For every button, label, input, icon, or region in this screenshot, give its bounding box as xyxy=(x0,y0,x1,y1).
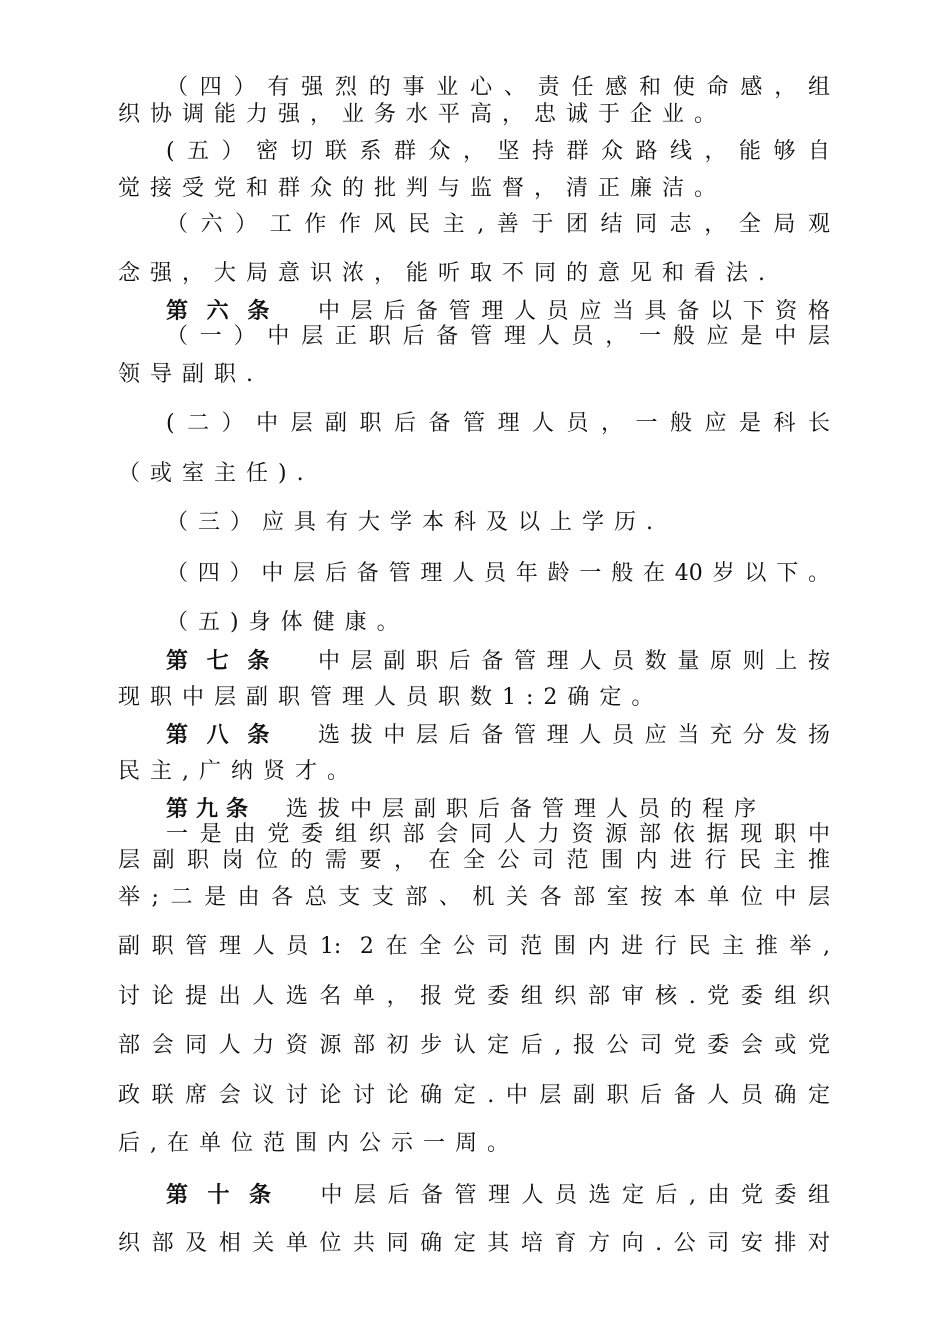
line-text: (五）密切联系群众，坚持群众路线，能够自 xyxy=(166,139,830,164)
article-heading: 第八条 xyxy=(166,722,288,748)
line-text: 一是由党委组织部会同人力资源部依据现职中 xyxy=(166,822,830,847)
line-text: （五)身体健康。 xyxy=(166,610,409,635)
text-line xyxy=(118,1230,830,1258)
text-line xyxy=(166,721,830,749)
text-line xyxy=(166,560,830,588)
line-text: 觉接受党和群众的批判与监督，清正廉洁。 xyxy=(118,176,727,201)
text-line xyxy=(118,884,830,912)
text-line xyxy=(118,460,830,488)
text-line xyxy=(118,101,830,129)
text-line xyxy=(118,933,830,961)
line-text: 举;二是由各总支支部、机关各部室按本单位中层 xyxy=(118,885,830,910)
article-heading: 第九条 xyxy=(166,796,257,822)
line-text: 织协调能力强，业务水平高，忠诚于企业。 xyxy=(118,102,727,127)
text-line xyxy=(118,1032,830,1060)
text-line xyxy=(118,175,830,203)
line-text: （四）中层后备管理人员年龄一般在40岁以下。 xyxy=(166,561,830,586)
line-text: 念强，大局意识浓，能听取不同的意见和看法. xyxy=(118,261,775,286)
line-text: 层副职岗位的需要，在全公司范围内进行民主推 xyxy=(118,848,830,873)
line-text: 中层后备管理人员选定后,由党委组 xyxy=(320,1183,830,1208)
text-line xyxy=(118,684,830,712)
line-text: 部会同人力资源部初步认定后,报公司党委会或党 xyxy=(118,1033,830,1058)
line-text: 讨论提出人选名单，报党委组织部审核.党委组织 xyxy=(118,984,830,1009)
line-text: （三）应具有大学本科及以上学历. xyxy=(166,510,663,535)
line-text: 副职管理人员1: 2在全公司范围内进行民主推举, xyxy=(118,934,830,959)
line-text: 政联席会议讨论讨论确定.中层副职后备人员确定 xyxy=(118,1083,830,1108)
text-line xyxy=(118,1130,830,1158)
text-line xyxy=(166,211,830,239)
text-line xyxy=(118,260,830,288)
line-text: 领导副职. xyxy=(118,362,263,387)
text-line xyxy=(166,410,830,438)
text-line xyxy=(166,297,830,325)
text-line xyxy=(118,1082,830,1110)
line-text: 中层后备管理人员应当具备以下资格 xyxy=(318,299,830,324)
line-text: （或室主任). xyxy=(118,461,314,486)
text-line xyxy=(166,74,830,102)
line-text: 选拔中层副职后备管理人员的程序 xyxy=(286,797,767,822)
text-line xyxy=(166,647,830,675)
text-line xyxy=(166,323,830,351)
text-line xyxy=(166,509,830,537)
line-text: （四）有强烈的事业心、责任感和使命感，组 xyxy=(166,75,830,100)
text-line xyxy=(118,847,830,875)
text-line xyxy=(118,983,830,1011)
text-line xyxy=(166,795,830,823)
line-text: 选拔中层后备管理人员应当充分发扬 xyxy=(318,723,830,748)
line-text: 民主,广纳贤才。 xyxy=(118,759,359,784)
text-line xyxy=(166,821,830,849)
text-line xyxy=(118,758,830,786)
line-text: 现职中层副职管理人员职数1:2确定。 xyxy=(118,685,664,710)
line-text: 织部及相关单位共同确定其培育方向.公司安排对 xyxy=(118,1231,830,1256)
text-line xyxy=(166,1181,830,1209)
line-text: （一）中层正职后备管理人员，一般应是中层 xyxy=(166,324,830,349)
article-heading: 第十条 xyxy=(166,1182,291,1208)
line-text: （六）工作作风民主,善于团结同志，全局观 xyxy=(166,212,830,237)
line-text: 中层副职后备管理人员数量原则上按 xyxy=(318,649,830,674)
line-text: (二）中层副职后备管理人员，一般应是科长 xyxy=(166,411,830,436)
text-line xyxy=(166,609,830,637)
text-line xyxy=(118,361,830,389)
text-line xyxy=(166,138,830,166)
article-heading: 第七条 xyxy=(166,648,288,674)
line-text: 后,在单位范围内公示一周。 xyxy=(118,1131,519,1156)
article-heading: 第六条 xyxy=(166,298,288,324)
